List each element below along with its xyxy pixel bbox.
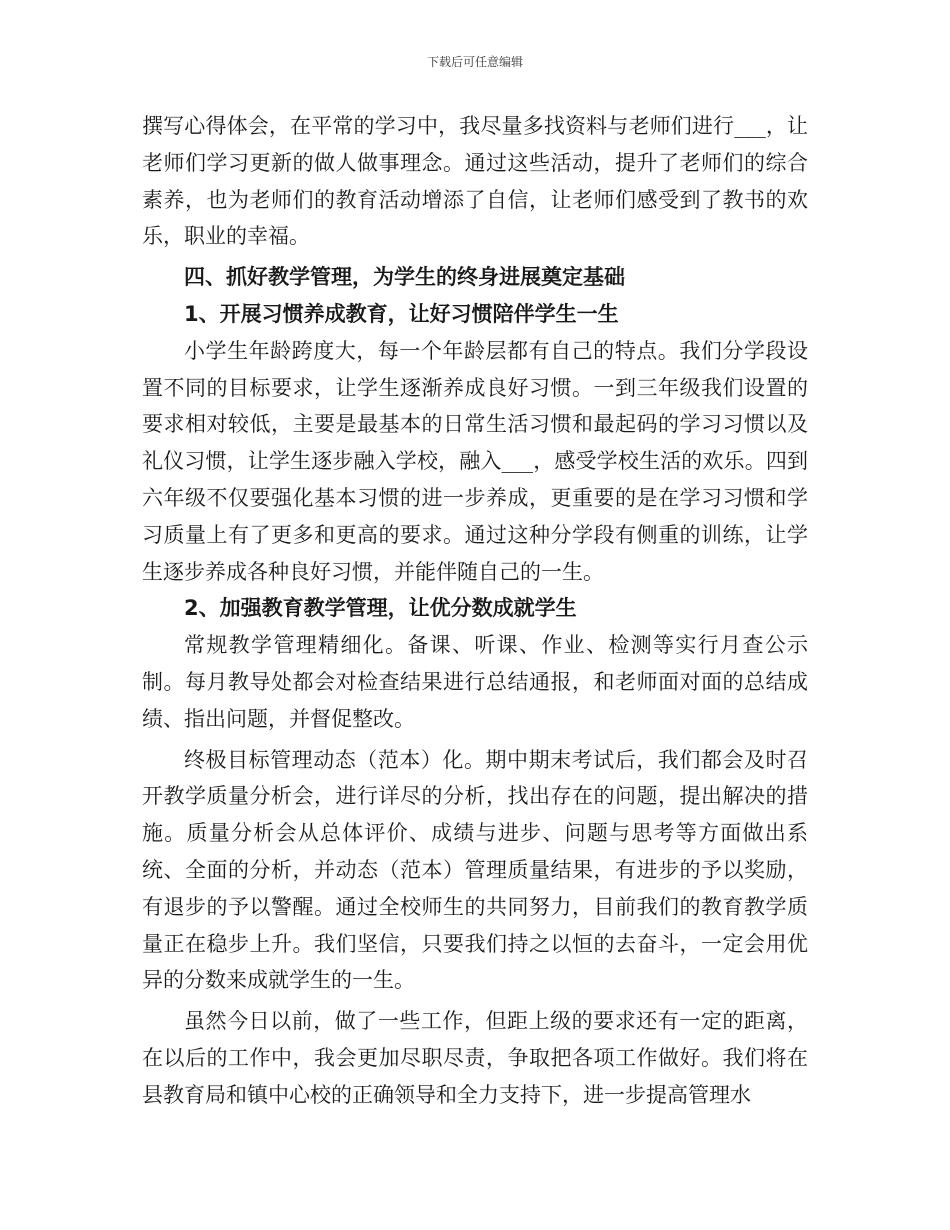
paragraph-continued: 撰写心得体会，在平常的学习中，我尽量多找资料与老师们进行___，让老师们学习更新的做人做事理念。通过这些活动，提升了老师们的综合素养，也为老师们的教育活动增添了自信，让老师们感受到了教书的欢乐，职业的幸福。 (142, 114, 808, 249)
document-body (142, 108, 808, 1114)
subsection-heading-2: 2、加强教育教学管理，让优分数成就学生 (184, 596, 577, 621)
section-heading: 四、抓好教学管理，为学生的终身进展奠定基础 (184, 265, 625, 290)
paragraph-goal-management: 终极目标管理动态（范本）化。期中期末考试后，我们都会及时召开教学质量分析会，进行详尽的分析，找出存在的问题，提出解决的措施。质量分析会从总体评价、成绩与进步、问题与思考等方面做出系统、全面的分析，并动态（范本）管理质量结果，有进步的予以奖励，有退步的予以警醒。通过全校师生的共同努力，目前我们的教育教学质量正在稳步上升。我们坚信，只要我们持之以恒的去奋斗，一定会用优异的分数来成就学生的一生。 (142, 747, 808, 993)
paragraph-habits: 小学生年龄跨度大，每一个年龄层都有自己的特点。我们分学段设置不同的目标要求，让学生逐渐养成良好习惯。一到三年级我们设置的要求相对较低，主要是最基本的日常生活习惯和最起码的学习习惯以及礼仪习惯，让学生逐步融入学校，融入___，感受学校生活的欢乐。四到六年级不仅要强化基本习惯的进一步养成，更重要的是在学习习惯和学习质量上有了更多和更高的要求。通过这种分学段有侧重的训练，让学生逐步养成各种良好习惯，并能伴随自己的一生。 (142, 338, 808, 584)
subsection-heading-1: 1、开展习惯养成教育，让好习惯陪伴学生一生 (184, 301, 619, 326)
page-header: 下载后可任意编辑 (426, 55, 523, 69)
paragraph-routine-management: 常规教学管理精细化。备课、听课、作业、检测等实行月查公示制。每月教导处都会对检查结果进行总结通报，和老师面对面的总结成绩、指出问题，并督促整改。 (142, 633, 808, 731)
paragraph-conclusion: 虽然今日以前，做了一些工作，但距上级的要求还有一定的距离，在以后的工作中，我会更加尽职尽责，争取把各项工作做好。我们将在县教育局和镇中心校的正确领导和全力支持下，进一步提高管理水 (142, 1009, 808, 1107)
